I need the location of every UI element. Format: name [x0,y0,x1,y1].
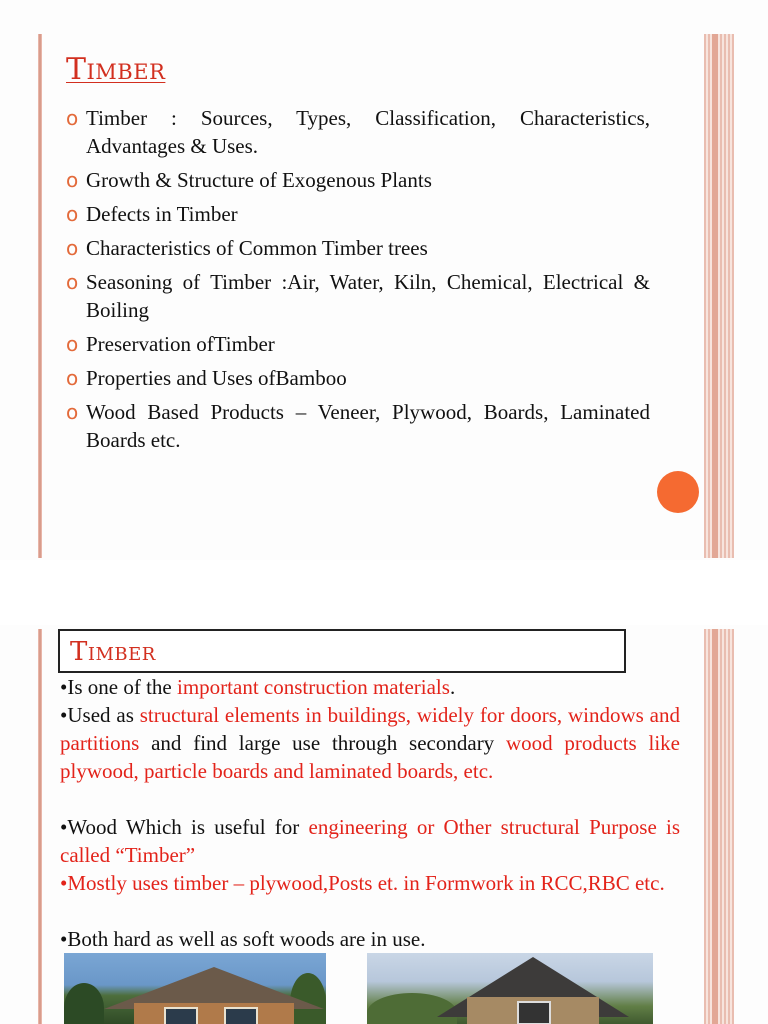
list-item: o Growth & Structure of Exogenous Plants [66,168,432,192]
slide-timber-definition [0,625,768,1024]
bullet-icon: o [66,202,79,226]
list-item: o Seasoning of Timber :Air, Water, Kiln, Chemical, Electrical & Boiling [66,270,650,322]
bullet-icon: o [66,366,79,390]
right-decorative-stripes [704,629,734,1024]
bullet-icon: o [66,332,79,356]
bullet-icon: o [66,270,79,294]
slide-title: Timber [70,637,156,667]
house-photo [64,953,326,1024]
paragraph: •Mostly uses timber – plywood,Posts et. in Formwork in RCC,RBC etc. [60,871,665,895]
left-border-rule [38,34,42,558]
list-item: o Wood Based Products – Veneer, Plywood, Boards, Laminated Boards etc. [66,400,650,452]
bullet-icon: o [66,106,79,130]
list-item: o Defects in Timber [66,202,238,226]
bullet-icon: o [66,168,79,192]
paragraph: •Both hard as well as soft woods are in use. [60,927,426,951]
paragraph: •Wood Which is useful for engineering or Other structural Purpose is called “Timber” [60,815,680,867]
left-border-rule [38,629,42,1024]
contents-list [66,104,650,460]
list-item: o Properties and Uses ofBamboo [66,366,347,390]
orange-circle-icon [657,471,699,513]
bullet-icon: o [66,236,79,260]
house-photo [367,953,653,1024]
paragraph: •Is one of the important construction materials. [60,675,456,699]
title-box [58,629,626,673]
list-item: o Preservation ofTimber [66,332,275,356]
bullet-icon: o [66,400,79,424]
list-item: o Characteristics of Common Timber trees [66,236,428,260]
slide-title: Timber [66,52,166,87]
right-decorative-stripes [704,34,734,558]
list-item: o Timber : Sources, Types, Classification, Characteristics, Advantages & Uses. [66,106,650,158]
paragraph: •Used as structural elements in buildings, widely for doors, windows and partitions and find large use through secondary wood products like plywood, particle boards and laminated boards, etc. [60,703,681,783]
